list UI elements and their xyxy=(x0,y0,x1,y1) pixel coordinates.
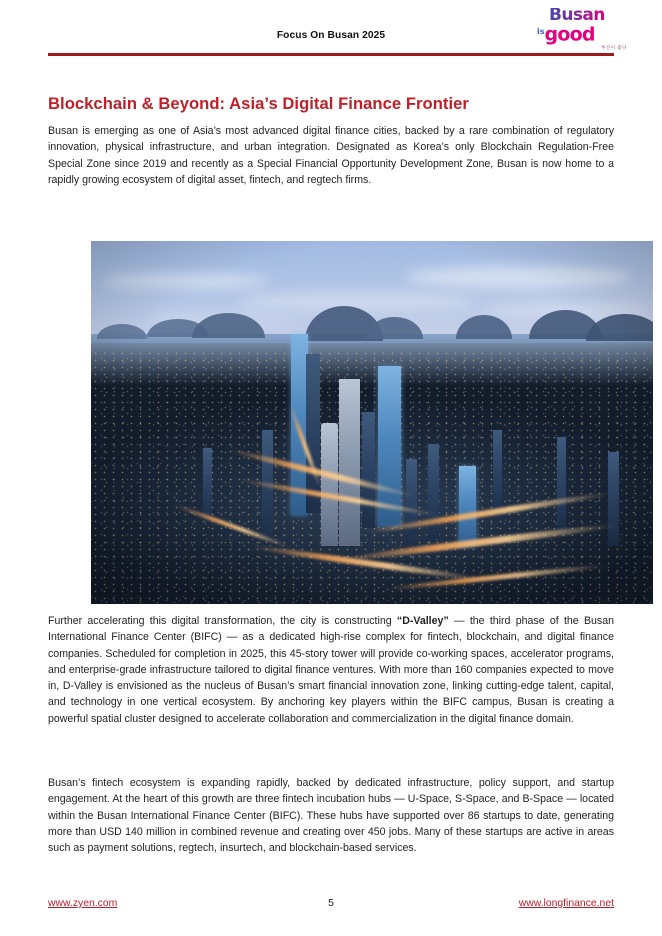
d-valley-emphasis: “D-Valley” xyxy=(396,615,449,627)
d-valley-paragraph xyxy=(48,613,614,727)
photo-cloud xyxy=(102,274,271,289)
photo-skyscraper xyxy=(362,412,375,528)
busan-is-good-logo xyxy=(537,5,629,52)
header-divider-rule xyxy=(48,53,614,56)
logo-word-good: good xyxy=(544,23,595,46)
photo-skyscraper xyxy=(406,459,417,546)
busan-skyline-photo xyxy=(91,241,653,604)
page-title: Blockchain & Beyond: Asia’s Digital Finance Frontier xyxy=(48,94,469,114)
footer-link-longfinance[interactable]: www.longfinance.net xyxy=(518,898,614,909)
photo-cloud xyxy=(406,266,631,288)
logo-row-is-good xyxy=(537,23,629,44)
photo-skyscraper xyxy=(493,430,503,517)
fintech-ecosystem-paragraph: Busan’s fintech ecosystem is expanding rapidly, backed by dedicated infrastructure, policy support, and startup engagement. At the heart of this growth are three fintech incubation hubs — U-Space, S-Space, and B-Space — located within the Busan International Finance Center (BIFC). These hubs have supported over 86 startups to date, generating more than USD 140 million in combined revenue and creating over 450 jobs. Many of these startups are active in areas such as payment solutions, regtech, insurtech, and blockchain-based services. xyxy=(48,777,614,855)
header-title: Focus On Busan 2025 xyxy=(276,30,386,41)
photo-skyscraper xyxy=(203,448,211,521)
intro-paragraph: Busan is emerging as one of Asia’s most advanced digital finance cities, backed by a rare combination of regulatory innovation, physical infrastructure, and urban integration. Designated as Korea’s only Blockchain Regulation-Free Special Zone since 2019 and recently as a Special Financial Opportunity Development Zone, Busan is now home to a rapidly growing ecosystem of digital asset, fintech, and regtech firms. xyxy=(48,125,614,186)
photo-skyscraper xyxy=(557,437,566,531)
d-valley-text-part1: Further accelerating this digital transformation, the city is constructing xyxy=(48,615,397,627)
photo-skyscraper xyxy=(608,452,619,546)
page-footer xyxy=(48,898,614,909)
photo-skyscraper xyxy=(321,423,338,546)
d-valley-text-part2: — the third phase of the Busan International Finance Center (BIFC) — as a dedicated high-rise complex for fintech, blockchain, and digital finance companies. Scheduled for completion in 2025, this 45-story tower will provide co-working spaces, accelerator programs, and enterprise-grade infrastructure tailored to digital finance ventures. With more than 160 companies expected to move in, D-Valley is envisioned as the nucleus of Busan’s smart financial innovation zone, linking cutting-edge talent, capital, and technology in one vertical ecosystem. By anchoring key players within the BIFC campus, Busan is creating a powerful spatial cluster designed to accelerate collaboration and commercialization in the digital finance domain. xyxy=(48,615,614,725)
logo-word-busan: Busan xyxy=(537,8,629,23)
photo-skyscraper xyxy=(459,466,476,546)
logo-word-is: is xyxy=(537,27,545,36)
photo-skyscraper xyxy=(339,379,359,546)
page-number: 5 xyxy=(328,898,334,909)
page-header xyxy=(0,0,662,58)
footer-link-zyen[interactable]: www.zyen.com xyxy=(48,898,118,909)
logo-korean-tagline: 부산이 좋다 xyxy=(600,46,627,52)
